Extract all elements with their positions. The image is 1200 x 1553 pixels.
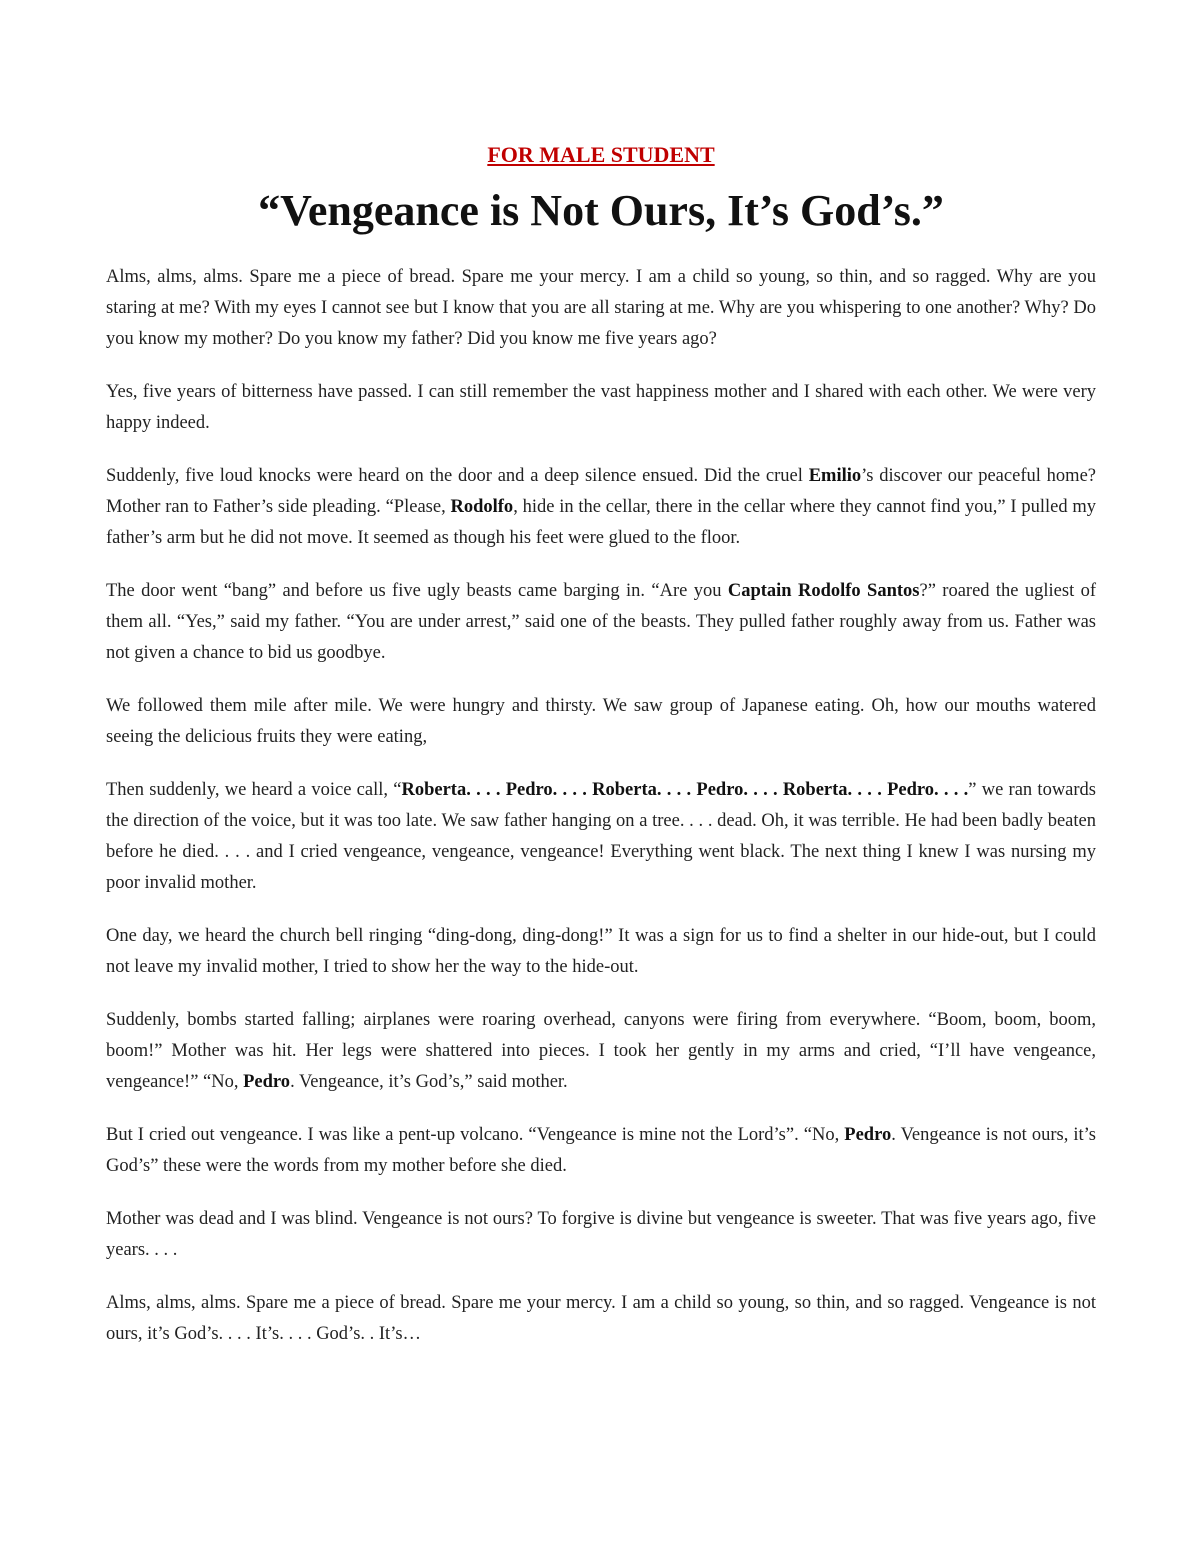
body-paragraph	[106, 1005, 1096, 1098]
paragraph-text: ’s discover our peaceful home? Mother ran to Father’s side pleading. “Please,	[106, 466, 1096, 517]
bold-name-text: Emilio	[808, 466, 862, 486]
body-paragraph	[106, 1288, 1096, 1350]
document-body	[106, 262, 1096, 1350]
document-title: “Vengeance is Not Ours, It’s God’s.”	[258, 186, 944, 235]
paragraph-text: One day, we heard the church bell ringing “ding-dong, ding-dong!” It was a sign for us to find a shelter in our hide-out, but I could not leave my invalid mother, I tried to show her the way to the hide-out.	[106, 926, 1096, 977]
paragraph-text: Yes, five years of bitterness have passed. I can still remember the vast happiness mother and I shared with each other. We were very happy indeed.	[106, 382, 1096, 433]
body-paragraph	[106, 461, 1096, 554]
paragraph-text: Suddenly, bombs started falling; airplanes were roaring overhead, canyons were firing from everywhere. “Boom, boom, boom, boom!” Mother was hit. Her legs were shattered into pieces. I took her gently in my arms and cried, “I’ll have vengeance, vengeance!” “No,	[106, 1010, 1096, 1092]
body-paragraph	[106, 377, 1096, 439]
paragraph-text: ” we ran towards the direction of the voice, but it was too late. We saw father hanging on a tree. . . . dead. Oh, it was terrible. He had been badly beaten before he died. . . . and I cried vengeance, vengeance, vengeance! Everything went black. The next thing I knew I was nursing my poor invalid mother.	[106, 780, 1096, 893]
body-paragraph	[106, 1120, 1096, 1182]
paragraph-text: Then suddenly, we heard a voice call, “	[106, 780, 402, 800]
paragraph-text: . Vengeance, it’s God’s,” said mother.	[290, 1072, 568, 1092]
body-paragraph	[106, 775, 1096, 899]
paragraph-text: . Vengeance is not ours, it’s God’s” these were the words from my mother before she died.	[106, 1125, 1096, 1176]
paragraph-text: The door went “bang” and before us five ugly beasts came barging in. “Are you	[106, 581, 728, 601]
bold-name-text: Pedro	[243, 1072, 291, 1092]
paragraph-text: Alms, alms, alms. Spare me a piece of bread. Spare me your mercy. I am a child so young, so thin, and so ragged. Why are you staring at me? With my eyes I cannot see but I know that you are all staring at me. Why are you whispering to one another? Why? Do you know my mother? Do you know my father? Did you know me five years ago?	[106, 267, 1096, 349]
bold-name-text: Captain Rodolfo Santos	[727, 581, 920, 601]
body-paragraph	[106, 921, 1096, 983]
paragraph-text: , hide in the cellar, there in the cellar where they cannot find you,” I pulled my father’s arm but he did not move. It seemed as though his feet were glued to the floor.	[106, 497, 1096, 548]
body-paragraph	[106, 1204, 1096, 1266]
bold-name-text: Pedro	[844, 1125, 892, 1145]
paragraph-text: Mother was dead and I was blind. Vengeance is not ours? To forgive is divine but vengeance is sweeter. That was five years ago, five years. . . .	[106, 1209, 1096, 1260]
paragraph-text: ?” roared the ugliest of them all. “Yes,” said my father. “You are under arrest,” said one of the beasts. They pulled father roughly away from us. Father was not given a chance to bid us goodbye.	[106, 581, 1096, 663]
bold-name-text: Rodolfo	[450, 497, 514, 517]
document-content	[106, 140, 1096, 1372]
audience-label: FOR MALE STUDENT	[487, 142, 715, 167]
bold-name-text: Roberta. . . . Pedro. . . . Roberta. . . . Pedro. . . . Roberta. . . . Pedro. . . .	[401, 780, 969, 800]
paragraph-text: Alms, alms, alms. Spare me a piece of bread. Spare me your mercy. I am a child so young, so thin, and so ragged. Vengeance is not ours, it’s God’s. . . . It’s. . . . God’s. . It’s…	[106, 1293, 1096, 1344]
paragraph-text: But I cried out vengeance. I was like a pent-up volcano. “Vengeance is mine not the Lord’s”. “No,	[106, 1125, 845, 1145]
body-paragraph	[106, 262, 1096, 355]
paragraph-text: We followed them mile after mile. We were hungry and thirsty. We saw group of Japanese eating. Oh, how our mouths watered seeing the delicious fruits they were eating,	[106, 696, 1096, 747]
body-paragraph	[106, 576, 1096, 669]
body-paragraph	[106, 691, 1096, 753]
paragraph-text: Suddenly, five loud knocks were heard on the door and a deep silence ensued. Did the cruel	[106, 466, 809, 486]
